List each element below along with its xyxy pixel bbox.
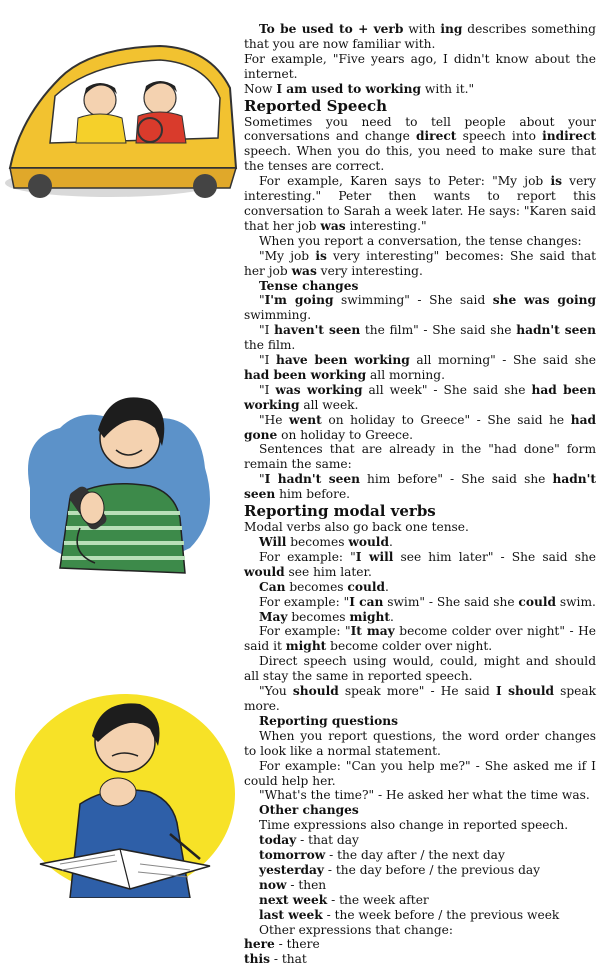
place-item-here: here - there bbox=[244, 937, 320, 952]
other-expressions-intro: Other expressions that change: bbox=[259, 922, 453, 937]
will-rule: Will becomes would. bbox=[259, 535, 393, 549]
may-rule: May becomes might. bbox=[259, 609, 394, 624]
place-item-this: this - that bbox=[244, 952, 307, 967]
karen-example: For example, Karen says to Peter: "My job is very interesting." Peter then wants to report this conversation to Sarah a week later. He says: "Karen said that her job was interesting." bbox=[244, 174, 596, 233]
reported-speech-heading: Reported Speech bbox=[244, 96, 388, 115]
tense-example-6: "I hadn't seen him before" - She said she hadn't seen him before. bbox=[244, 472, 596, 502]
time-item-next-week: next week - the week after bbox=[259, 892, 429, 907]
car-passengers-illustration bbox=[0, 18, 240, 208]
student-thinking-illustration bbox=[0, 684, 240, 898]
used-to-example-cont: Now I am used to working with it." bbox=[244, 81, 475, 96]
time-item-today: today - that day bbox=[259, 833, 359, 848]
should-example: "You should speak more" - He said I should speak more. bbox=[244, 684, 596, 713]
will-example: For example: "I will see him later" - She said she would see him later. bbox=[244, 549, 597, 579]
time-item-last-week: last week - the week before / the previous week bbox=[259, 907, 560, 922]
time-item-yesterday: yesterday - the day before / the previous day bbox=[259, 862, 541, 877]
questions-p1: When you report questions, the word order changes to look like a normal statement. bbox=[244, 728, 596, 758]
tense-example-4: "I was working all week" - She said she had been working all week. bbox=[244, 382, 597, 412]
questions-p3: "What's the time?" - He asked her what the time was. bbox=[259, 788, 590, 803]
tense-changes-heading: Tense changes bbox=[259, 278, 359, 293]
questions-heading: Reporting questions bbox=[259, 713, 398, 728]
text-column bbox=[244, 22, 596, 967]
modal-intro: Modal verbs also go back one tense. bbox=[244, 520, 469, 535]
used-to-example: For example, "Five years ago, I didn't know about the internet. bbox=[244, 51, 596, 81]
time-item-tomorrow: tomorrow - the day after / the next day bbox=[259, 848, 505, 863]
used-to-paragraph: To be used to + verb with ing describes something that you are now familiar with. bbox=[244, 22, 596, 51]
questions-p2: For example: "Can you help me?" - She asked me if I could help her. bbox=[244, 758, 596, 788]
tense-example-5: "He went on holiday to Greece" - She said he had gone on holiday to Greece. bbox=[244, 412, 596, 442]
job-example: "My job is very interesting" becomes: She said that her job was very interesting. bbox=[244, 248, 596, 278]
time-expressions-intro: Time expressions also change in reported speech. bbox=[259, 818, 569, 833]
tense-example-3: "I have been working all morning" - She said she had been working all morning. bbox=[244, 353, 597, 382]
had-done-note: Sentences that are already in the "had done" form remain the same: bbox=[244, 442, 596, 472]
direct-speech-note: Direct speech using would, could, might and should all stay the same in reported speech. bbox=[244, 654, 596, 684]
reported-speech-intro: Sometimes you need to tell people about your conversations and change direct speech into indirect speech. When you do this, you need to make sure that the tenses are correct. bbox=[244, 114, 596, 174]
tense-note: When you report a conversation, the tense changes: bbox=[259, 233, 582, 248]
tense-example-2: "I haven't seen the film" - She said she hadn't seen the film. bbox=[244, 323, 597, 353]
other-changes-heading: Other changes bbox=[259, 803, 359, 818]
may-example: For example: "It may become colder over night" - He said it might become colder over night. bbox=[244, 624, 596, 654]
man-telephone-illustration bbox=[0, 368, 240, 578]
tense-example-1: "I'm going swimming" - She said she was going swimming. bbox=[244, 293, 596, 323]
can-rule: Can becomes could. bbox=[259, 579, 389, 594]
time-item-now: now - then bbox=[259, 877, 327, 892]
can-example: For example: "I can swim" - She said she could swim. bbox=[259, 594, 596, 609]
modal-verbs-heading: Reporting modal verbs bbox=[244, 502, 436, 521]
